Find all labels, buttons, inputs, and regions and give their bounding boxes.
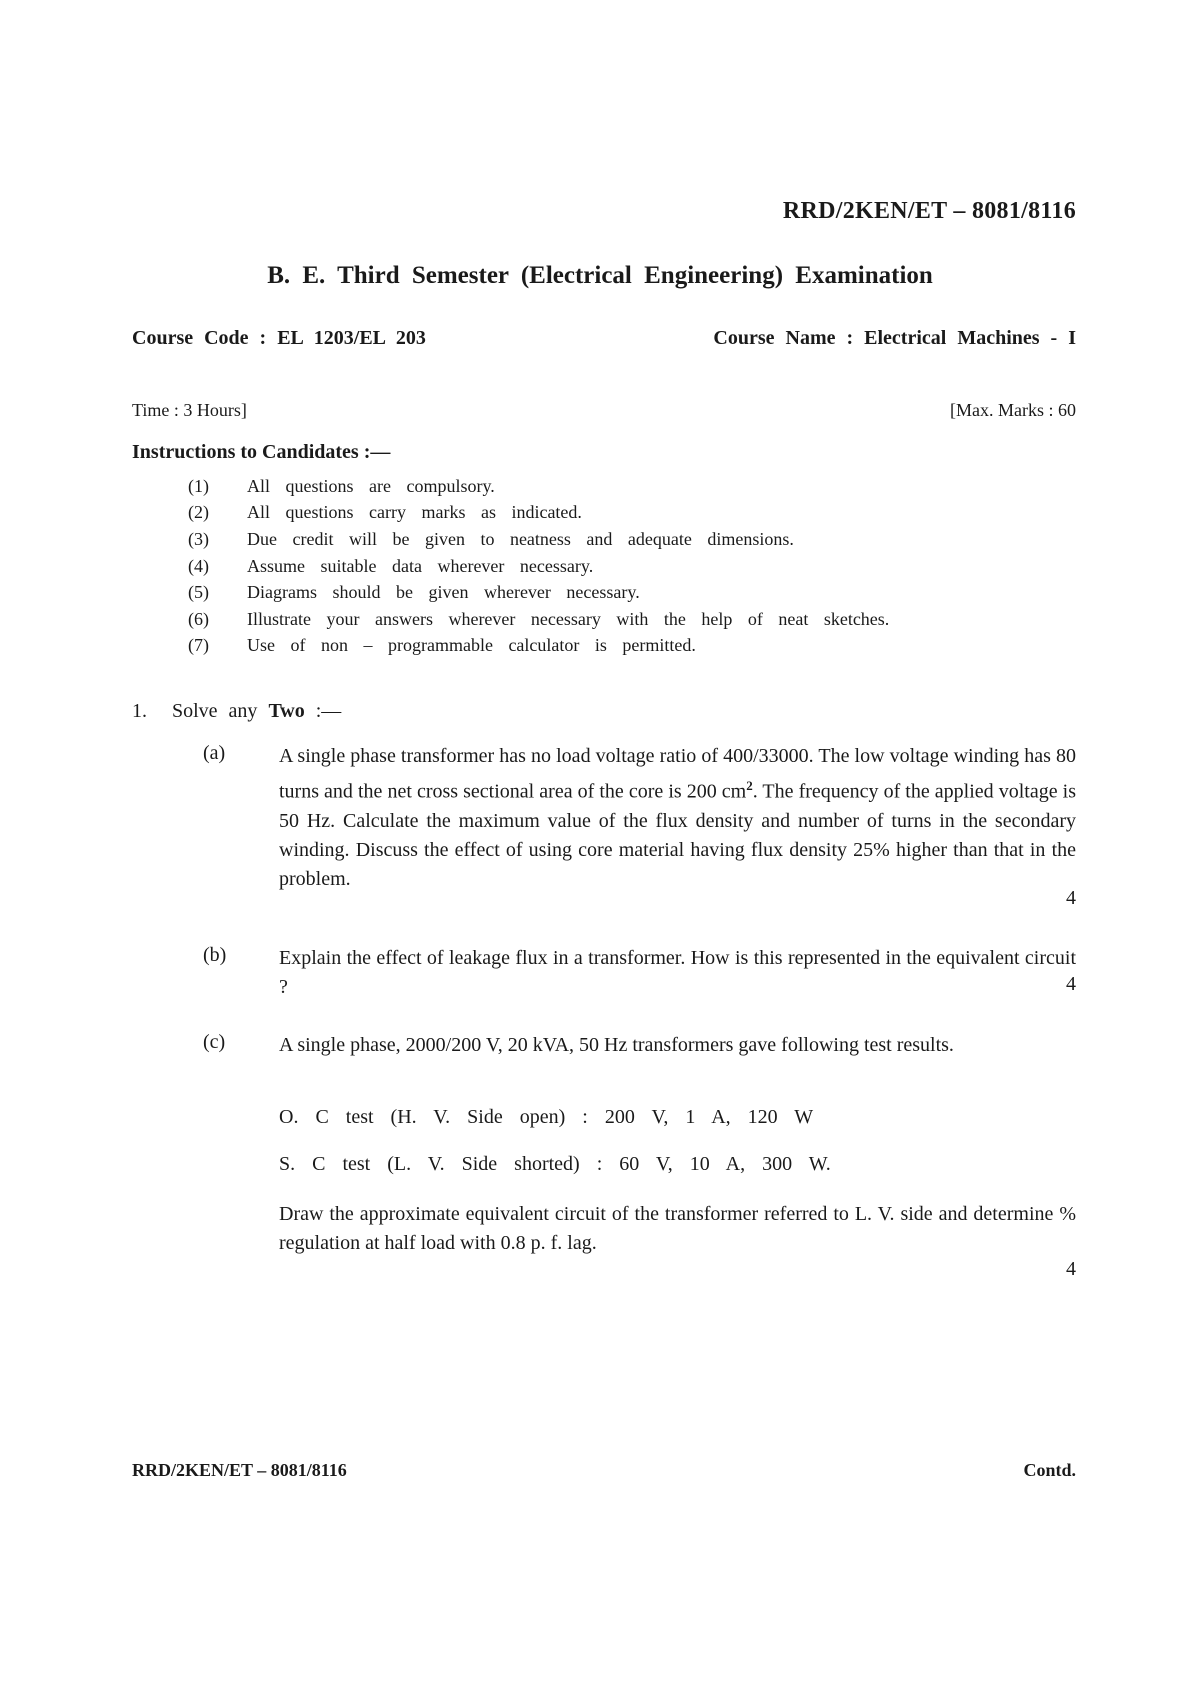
instruction-number: (5) xyxy=(188,582,209,603)
part-a-text-after: . The frequency of the applied voltage is 50 Hz. Calculate the maximum value of the flux density and number of turns in the secondary winding. Discuss the effect of using core material having flux density 25% higher than that in the problem. xyxy=(279,780,1076,890)
instruction-text: All questions are compulsory. xyxy=(247,475,495,496)
instruction-text: Diagrams should be given wherever necessary. xyxy=(247,582,640,603)
part-a-superscript: 2 xyxy=(746,778,753,793)
question-suffix: :— xyxy=(315,700,342,722)
instruction-item xyxy=(188,553,889,580)
instruction-text: Assume suitable data wherever necessary. xyxy=(247,555,594,576)
paper-code: RRD/2KEN/ET – 8081/8116 xyxy=(782,198,1076,224)
instruction-number: (2) xyxy=(188,502,209,523)
instruction-text: Use of non – programmable calculator is permitted. xyxy=(247,635,696,656)
instruction-item xyxy=(188,473,889,500)
part-b-marks: 4 xyxy=(1066,973,1076,995)
part-a-marks: 4 xyxy=(1066,887,1076,909)
question-instruction xyxy=(172,700,341,723)
footer-paper-code: RRD/2KEN/ET – 8081/8116 xyxy=(132,1460,347,1480)
part-c-label: (c) xyxy=(203,1031,226,1053)
instruction-number: (6) xyxy=(188,608,209,629)
max-marks: [Max. Marks : 60 xyxy=(950,400,1076,420)
sc-test-result: S. C test (L. V. Side shorted) : 60 V, 10 A, 300 W. xyxy=(279,1153,831,1175)
question-emphasis: Two xyxy=(268,700,305,722)
oc-test-result: O. C test (H. V. Side open) : 200 V, 1 A, 120 W xyxy=(279,1106,814,1128)
part-a-body xyxy=(279,742,1076,894)
part-c-marks: 4 xyxy=(1066,1258,1076,1280)
course-name: Course Name : Electrical Machines - I xyxy=(713,327,1076,349)
question-number: 1. xyxy=(132,700,147,722)
part-a-text-before: A single phase transformer has no load voltage ratio of 400/33000. The low voltage winding has 80 turns and the net cross sectional area of the core is 200 cm xyxy=(279,745,1076,803)
time-allowed: Time : 3 Hours] xyxy=(132,400,247,420)
part-c-task: Draw the approximate equivalent circuit of the transformer referred to L. V. side and determine % regulation at half load with 0.8 p. f. lag. xyxy=(279,1203,1076,1254)
instruction-item xyxy=(188,500,889,527)
instruction-text: Illustrate your answers wherever necessary with the help of neat sketches. xyxy=(247,608,890,629)
instruction-number: (7) xyxy=(188,635,209,656)
part-c-text: A single phase, 2000/200 V, 20 kVA, 50 Hz transformers gave following test results. xyxy=(279,1034,954,1056)
part-a-label: (a) xyxy=(203,742,226,764)
part-b-label: (b) xyxy=(203,944,227,966)
instructions-list xyxy=(188,473,889,659)
instruction-number: (3) xyxy=(188,528,209,549)
question-prefix: Solve any xyxy=(172,700,258,722)
part-b-text: Explain the effect of leakage flux in a transformer. How is this represented in the equivalent circuit ? xyxy=(279,947,1076,998)
course-code: Course Code : EL 1203/EL 203 xyxy=(132,327,426,349)
instruction-text: Due credit will be given to neatness and adequate dimensions. xyxy=(247,528,794,549)
instruction-item xyxy=(188,606,889,633)
instruction-text: All questions carry marks as indicated. xyxy=(247,502,582,523)
footer-contd: Contd. xyxy=(1023,1460,1076,1480)
instruction-item xyxy=(188,526,889,553)
instruction-number: (4) xyxy=(188,555,209,576)
instruction-item xyxy=(188,633,889,660)
exam-title: B. E. Third Semester (Electrical Engineering) Examination xyxy=(267,262,933,289)
instruction-item xyxy=(188,579,889,606)
instruction-number: (1) xyxy=(188,475,209,496)
instructions-heading: Instructions to Candidates :— xyxy=(132,441,391,463)
